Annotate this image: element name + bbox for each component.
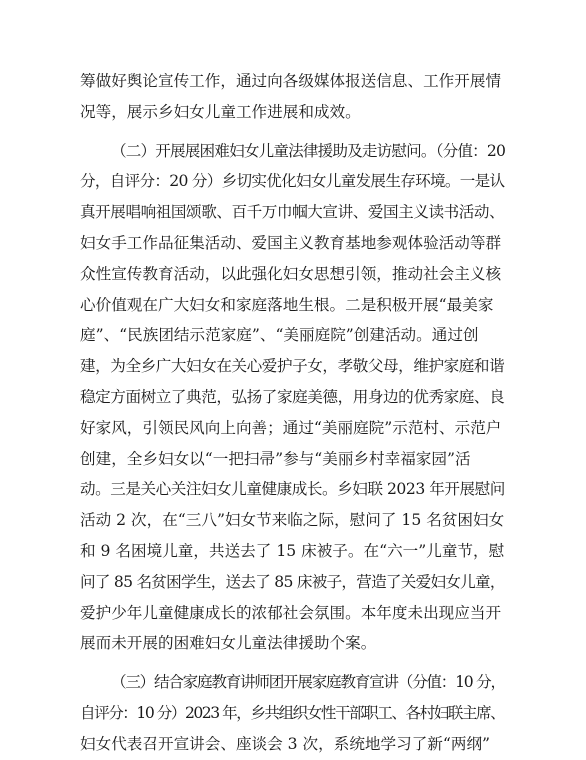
text-line: 况等，展示乡妇女儿童工作进展和成效。 (80, 102, 361, 121)
text-line: 真开展唱响祖国颂歌、百千万巾帼大宣讲、爱国主义读书活动、 (80, 203, 505, 222)
text-line: 活动 2 次，在“三八”妇女节来临之际，慰问了 15 名贫困妇女 (80, 511, 505, 530)
text-line: 众性宣传教育活动，以此强化妇女思想引领，推动社会主义核 (80, 264, 502, 283)
text-line: 妇女代表召开宣讲会、座谈会 3 次，系统地学习了新“两纲” (80, 734, 491, 753)
text-line: 稳定方面树立了典范，弘扬了家庭美德，用身边的优秀家庭、良 (80, 387, 505, 406)
document-body (80, 66, 506, 760)
text-line: 展而未开展的困难妇女儿童法律援助个案。 (80, 634, 377, 653)
text-line: 庭”、“民族团结示范家庭”、“美丽庭院”创建活动。通过创 (80, 326, 479, 345)
text-line: （二）开展展困难妇女儿童法律援助及走访慰问。（分值：20 (111, 141, 506, 160)
text-line: 建，为全乡广大妇女在关心爱护子女，孝敬父母，维护家庭和谐 (80, 357, 505, 376)
paragraph-3 (80, 667, 506, 759)
text-line: 动。三是关心关注妇女儿童健康成长。乡妇联 2023 年开展慰问 (80, 480, 505, 499)
text-line: 妇女手工作品征集活动、爱国主义教育基地参观体验活动等群 (80, 233, 502, 252)
text-line: 自评分：10 分）2023 年，乡共组织女性干部职工、各村妇联主席、 (80, 703, 505, 722)
paragraph-2 (80, 136, 506, 660)
text-line: 爱护少年儿童健康成长的浓郁社会氛围。本年度未出现应当开 (80, 603, 502, 622)
text-line: 心价值观在广大妇女和家庭落地生根。二是积极开展“最美家 (80, 295, 494, 314)
text-line: （三）结合家庭教育讲师团开展家庭教育宣讲（分值：10 分， (111, 673, 505, 692)
text-line: 问了 85 名贫困学生，送去了 85 床被子，营造了关爱妇女儿童， (80, 572, 505, 591)
text-line: 筹做好舆论宣传工作，通过向各级媒体报送信息、工作开展情 (80, 72, 502, 90)
paragraph-1 (80, 66, 506, 128)
text-line: 和 9 名困境儿童，共送去了 15 床被子。在“六一”儿童节，慰 (80, 541, 505, 560)
text-line: 好家风，引领民风向上向善；通过“美丽庭院”示范村、示范户 (80, 418, 502, 437)
text-line: 创建，全乡妇女以“一把扫帚”参与“美丽乡村幸福家园”活 (80, 449, 471, 468)
text-line: 分，自评分：20 分）乡切实优化妇女儿童发展生存环境。一是认 (80, 172, 505, 191)
